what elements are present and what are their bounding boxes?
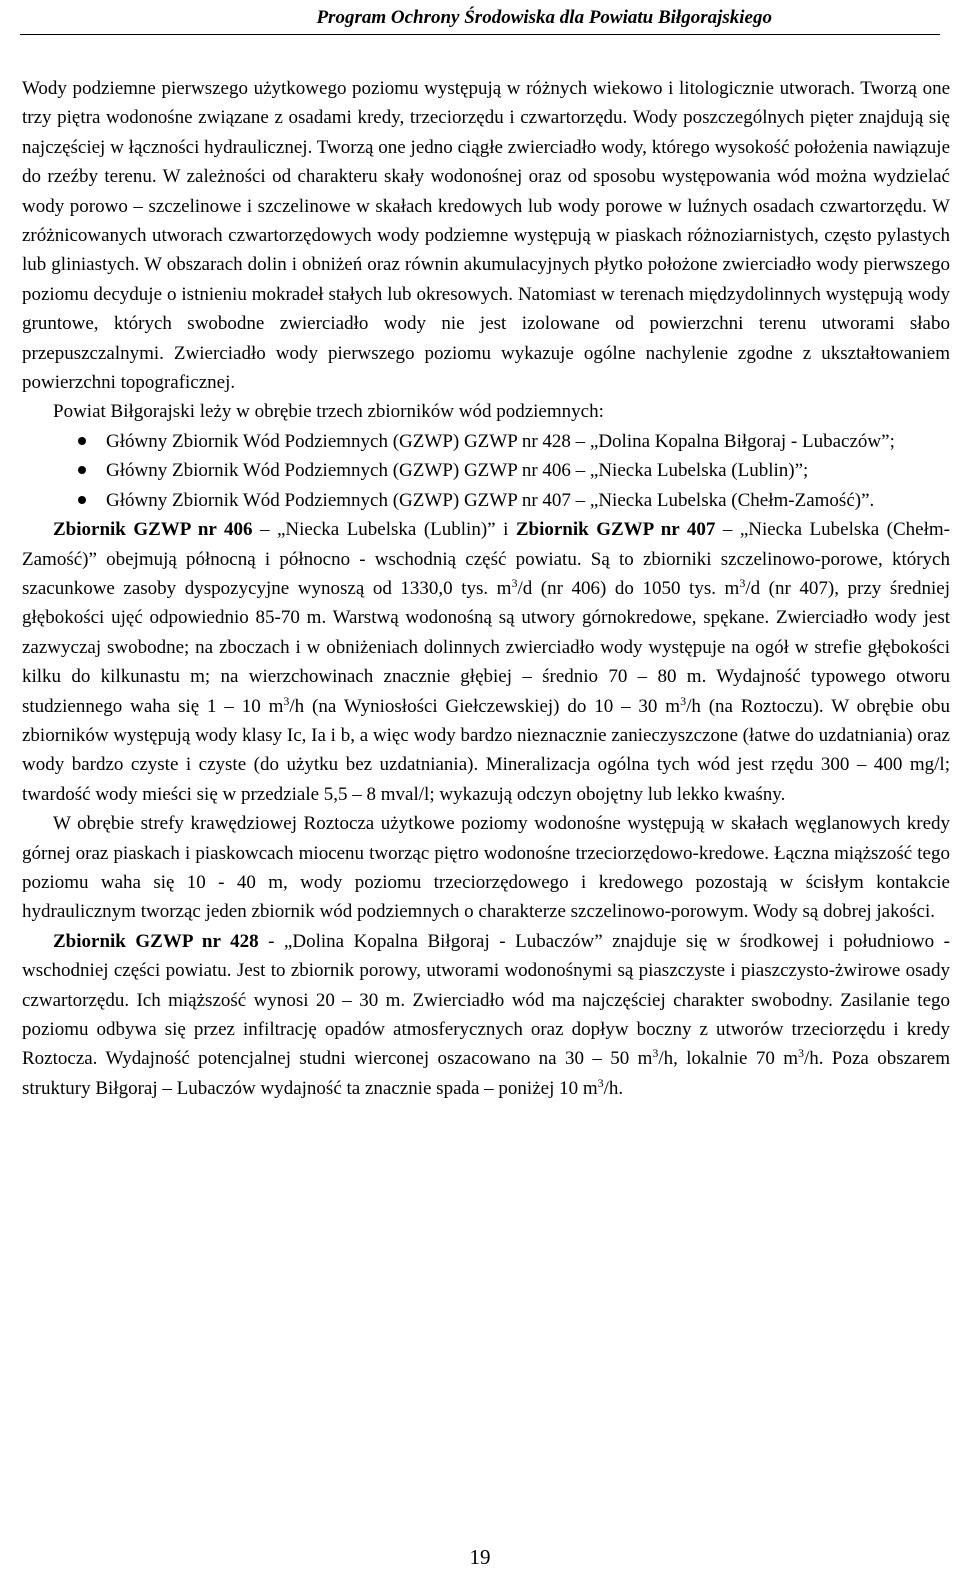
bullet-icon (78, 437, 86, 445)
bullet-icon (78, 496, 86, 504)
paragraph-gzwp-428: Zbiornik GZWP nr 428 - „Dolina Kopalna Biłgoraj - Lubaczów” znajduje się w środkowej i południowo - wschodniej części powiatu. Jest to zbiornik porowy, utworami wodonośnymi są piaszczyste i piaszczysto-żwirowe osady czwartorzędu. Ich miąższość wynosi 20 – 30 m. Zwierciadło wód ma najczęściej charakter swobodny. Zasilanie tego poziomu odbywa się przez infiltrację opadów atmosferycznych oraz dopływ boczny z utworów trzeciorzędu i kredy Roztocza. Wydajność potencjalnej studni wierconej oszacowano na 30 – 50 $m^3/h$, lokalnie 70 $m^3/h$. Poza obszarem struktury Biłgoraj – Lubaczów wydajność ta znacznie spada – poniżej 10 $m^3/h$. (22, 930, 950, 1099)
header-title: Program Ochrony Środowiska dla Powiatu Biłgorajskiego (316, 7, 772, 28)
paragraph-gzwp-406-407: Zbiornik GZWP nr 406 – „Niecka Lubelska (Lublin)” i Zbiornik GZWP nr 407 – „Niecka Lubelska (Chełm-Zamość)” obejmują północną i północno - wschodnią część powiatu. Są to zbiorniki szczelinowo-porowe, których szacunkowe zasoby dyspozycyjne wynoszą od 1330,0 tys. $m^3/d$ (nr 406) do 1050 tys. $m^3/d$ (nr 407), przy średniej głębokości ujęć odpowiednio 85-70 m. Warstwą wodonośną są utwory górnokredowe, spękane. Zwierciadło wody jest zazwyczaj swobodne; na zboczach i w obniżeniach dolinnych zwierciadło wody występuje na ogół w strefie głębokości kilku do kilkunastu m; na wierzchowinach znacznie głębiej – średnio 70 – 80 m. Wydajność typowego otworu studziennego waha się 1 – 10 $m^3/h$ (na Wyniosłości Giełczewskiej) do 10 – 30 $m^3/h$ (na Roztoczu). W obrębie obu zbiorników występują wody klasy Ic, Ia i b, a więc wody bardzo nieznacznie zanieczyszczone (łatwe do uzdatniania) oraz wody bardzo czyste i czyste (do użytku bez uzdatniania). Mineralizacja ogólna tych wód jest rzędu 300 – 400 mg/l; twardość wody mieści się w przedziale 5,5 – 8 mval/l; wykazują odczyn obojętny lub lekko kwaśny. (22, 519, 951, 805)
page-number: 19 (469, 1545, 491, 1569)
paragraph-roztocze: W obrębie strefy krawędziowej Roztocza użytkowe poziomy wodonośne występują w skałach węglanowych kredy górnej oraz piaskach i piaskowcach miocenu tworząc piętro wodonośne trzeciorzędowo-kredowe. Łączna miąższość tego poziomu waha się 10 - 40 m, wody poziomu trzeciorzędowego i kredowego pozostają w ścisłym kontakcie hydraulicznym tworząc jeden zbiornik wód podziemnych o charakterze szczelinowo-porowym. Wody są dobrej jakości. (22, 813, 950, 923)
reservoir-list (22, 427, 950, 515)
bullet-icon (78, 466, 86, 474)
list-item: Główny Zbiornik Wód Podziemnych (GZWP) GZWP nr 406 – „Niecka Lubelska (Lublin)”; (22, 456, 950, 485)
paragraph-reservoirs-intro: Powiat Biłgorajski leży w obrębie trzech zbiorników wód podziemnych: (53, 401, 604, 423)
page-header (20, 4, 940, 35)
paragraph-groundwater-intro: Wody podziemne pierwszego użytkowego poziomu występują w różnych wiekowo i litologicznie utworach. Tworzą one trzy piętra wodonośne związane z osadami kredy, trzeciorzędu i czwartorzędu. Wody poszczególnych pięter znajdują się najczęściej w łączności hydraulicznej. Tworzą one jedno ciągłe zwierciadło wody, którego wysokość położenia nawiązuje do rzeźby terenu. W zależności od charakteru skały wodonośnej oraz od sposobu występowania wód można wydzielać wody porowo – szczelinowe i szczelinowe w skałach kredowych lub wody porowe w luźnych osadach czwartorzędu. W zróżnicowanych utworach czwartorzędowych wody podziemne występują w piaskach różnoziarnistych, często pylastych lub gliniastych. W obszarach dolin i obniżeń oraz równin akumulacyjnych płytko położone zwierciadło wody pierwszego poziomu decyduje o istnieniu mokradeł stałych lub okresowych. Natomiast w terenach międzydolinnych występują wody gruntowe, których swobodne zwierciadło wody nie jest izolowane od powierzchni terenu utworami słabo przepuszczalnymi. Zwierciadło wody pierwszego poziomu wykazuje ogólne nachylenie zgodne z ukształtowaniem powierzchni topograficznej. (22, 78, 950, 394)
document-body (22, 74, 950, 1103)
list-item: Główny Zbiornik Wód Podziemnych (GZWP) GZWP nr 428 – „Dolina Kopalna Biłgoraj - Lubaczów”; (22, 427, 950, 456)
list-item: Główny Zbiornik Wód Podziemnych (GZWP) GZWP nr 407 – „Niecka Lubelska (Chełm-Zamość)”. (22, 486, 950, 515)
